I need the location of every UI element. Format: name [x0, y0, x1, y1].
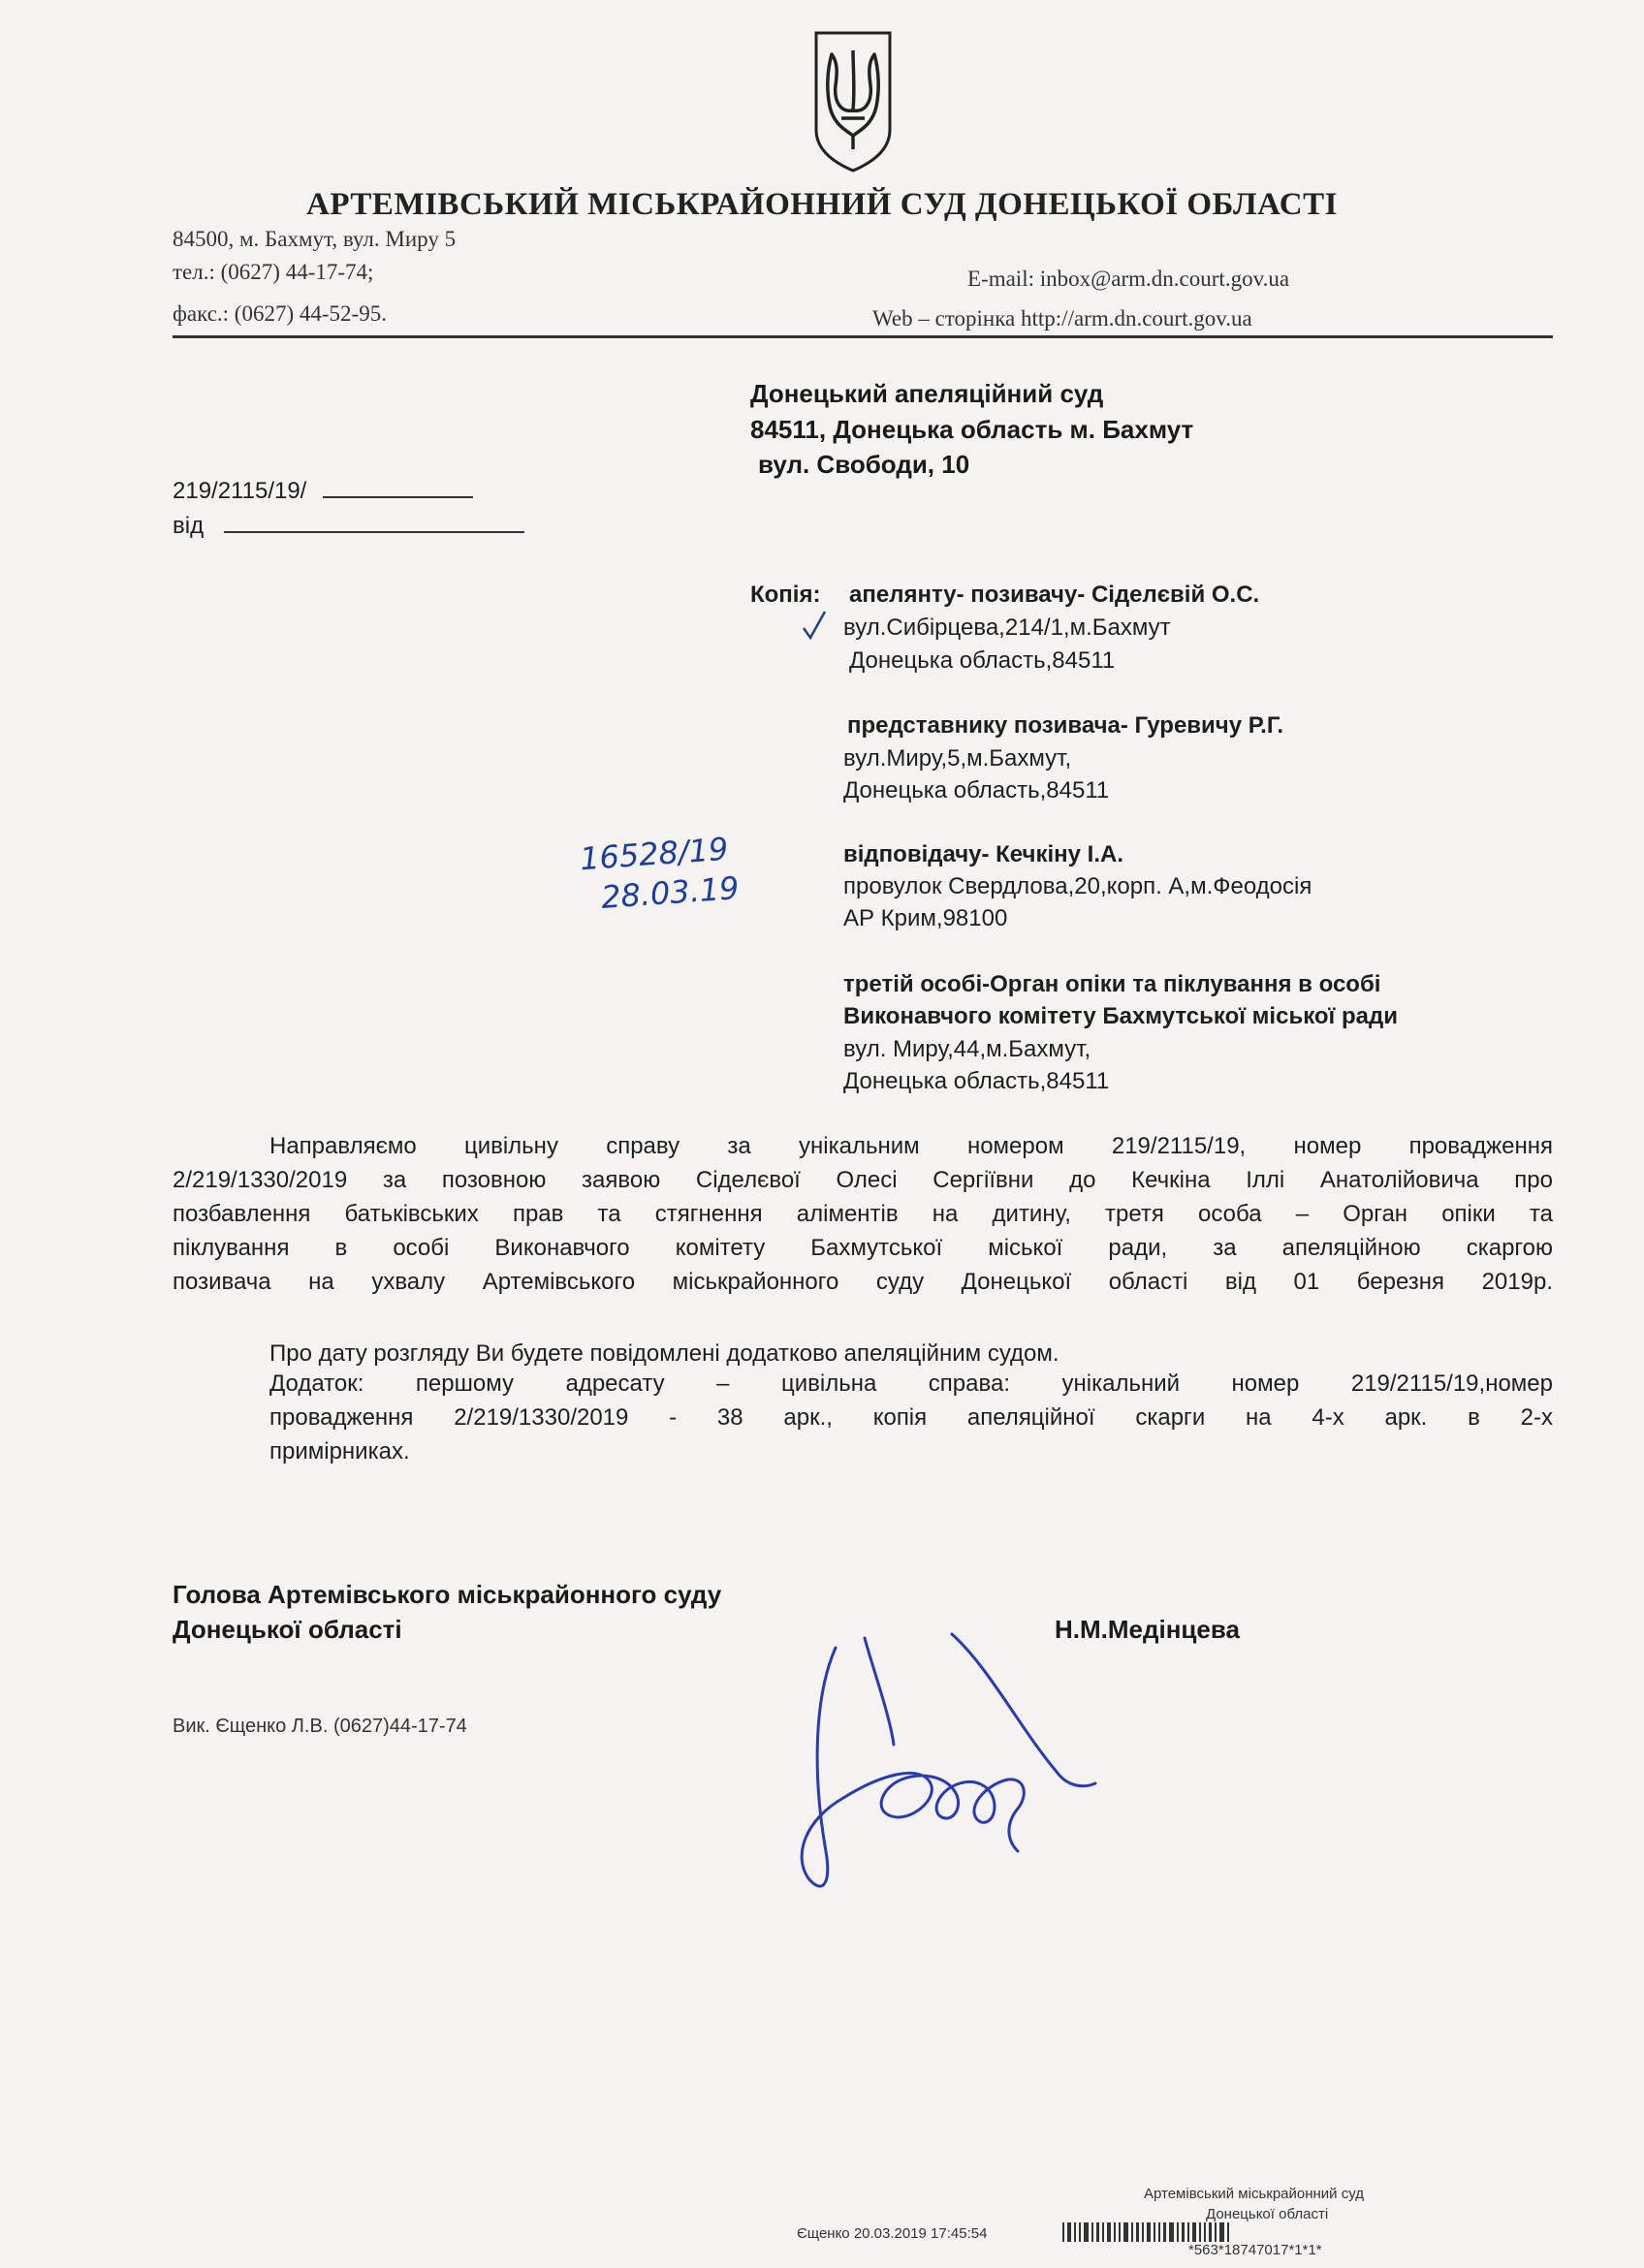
handwritten-number: 16528/19 — [578, 830, 730, 878]
copy-4-line-2: Донецька область,84511 — [843, 1068, 1110, 1094]
copy-3-name: відповідачу- Кечкіну І.А. — [843, 841, 1124, 867]
copy-2-line-2: Донецька область,84511 — [843, 777, 1110, 803]
reference-number-blank — [323, 496, 473, 498]
body-p1-line: позбавлення батьківських прав та стягнення аліментів на дитину, третя особа – Орган опіки та — [173, 1201, 1553, 1227]
reference-number — [173, 479, 473, 504]
reference-number-text: 219/2115/19/ — [173, 478, 307, 504]
barcode-text: *563*18747017*1*1* — [1188, 2242, 1322, 2258]
copy-3-line-2: АР Крим,98100 — [843, 905, 1008, 931]
header-divider — [173, 335, 1553, 338]
registration-barcode — [1062, 2222, 1229, 2242]
court-email: E-mail: inbox@arm.dn.court.gov.ua — [967, 267, 1290, 291]
reference-date — [173, 514, 524, 539]
recipient-line-2: 84511, Донецька область м. Бахмут — [750, 415, 1194, 444]
signatory-title-line-2: Донецької області — [173, 1615, 402, 1644]
coat-of-arms-icon — [812, 29, 894, 174]
reference-date-label: від — [173, 513, 205, 539]
body-p3-line: примірниках. — [269, 1438, 410, 1465]
court-title: АРТЕМІВСЬКИЙ МІСЬКРАЙОННИЙ СУД ДОНЕЦЬКОЇ ОБЛАСТІ — [306, 187, 1338, 222]
court-phone: тел.: (0627) 44-17-74; — [173, 260, 374, 284]
body-paragraph-2: Про дату розгляду Ви будете повідомлені додатково апеляційним судом. — [269, 1340, 1059, 1367]
body-p3-line: провадження 2/219/1330/2019 - 38 арк., копія апеляційної скарги на 4-х арк. в 2-х — [269, 1404, 1553, 1431]
recipient-line-1: Донецький апеляційний суд — [750, 379, 1104, 408]
executor-contact: Вик. Єщенко Л.В. (0627)44-17-74 — [173, 1716, 467, 1737]
handwritten-signature — [775, 1609, 1105, 1900]
copy-1-line-2: Донецька область,84511 — [849, 647, 1116, 674]
recipient-line-3: вул. Свободи, 10 — [758, 450, 970, 479]
checkmark-icon — [801, 609, 828, 642]
copy-2-line-1: вул.Миру,5,м.Бахмут, — [843, 745, 1072, 772]
handwritten-date: 28.03.19 — [599, 869, 741, 916]
signatory-title-line-1: Голова Артемівського міськрайонного суду — [173, 1580, 722, 1609]
stamp-org-line-1: Артемівський міськрайонний суд — [1144, 2186, 1364, 2202]
body-paragraph-1 — [173, 1129, 1553, 1299]
copy-3-line-1: провулок Свердлова,20,корп. А,м.Феодосія — [843, 873, 1312, 899]
body-p1-line: позивача на ухвалу Артемівського міськрайонного суду Донецької області від 01 березня 2019р. — [173, 1269, 1553, 1295]
copy-4-name-line-2: Виконавчого комітету Бахмутської міської ради — [843, 1003, 1398, 1029]
body-p1-line: 2/219/1330/2019 за позовною заявою Сіделєвої Олесі Сергіївни до Кечкіна Іллі Анатолійовича про — [173, 1167, 1553, 1193]
copy-2-name: представнику позивача- Гуревичу Р.Г. — [847, 712, 1284, 739]
court-fax: факс.: (0627) 44-52-95. — [173, 301, 387, 326]
signatory-name: Н.М.Медінцева — [1055, 1615, 1240, 1644]
copies-label: Копія: — [750, 582, 821, 608]
reference-date-blank — [224, 531, 524, 533]
copy-1-name: апелянту- позивачу- Сіделєвій О.С. — [849, 582, 1260, 608]
body-p1-line: Направляємо цивільну справу за унікальним номером 219/2115/19, номер провадження — [269, 1133, 1553, 1159]
stamp-registration: Єщенко 20.03.2019 17:45:54 — [797, 2225, 988, 2242]
court-website: Web – сторінка http://arm.dn.court.gov.ua — [872, 306, 1252, 331]
copy-4-name-line-1: третій особі-Орган опіки та піклування в особі — [843, 971, 1381, 997]
copy-1-line-1: вул.Сибірцева,214/1,м.Бахмут — [843, 614, 1171, 641]
copy-4-line-1: вул. Миру,44,м.Бахмут, — [843, 1036, 1091, 1062]
body-p1-line: піклування в особі Виконавчого комітету Бахмутської міської ради, за апеляційною скаргою — [173, 1235, 1553, 1261]
stamp-org-line-2: Донецької області — [1206, 2206, 1329, 2222]
body-p3-line: Додаток: першому адресату – цивільна справа: унікальний номер 219/2115/19,номер — [269, 1370, 1553, 1397]
body-paragraph-3 — [269, 1367, 1553, 1468]
court-address: 84500, м. Бахмут, вул. Миру 5 — [173, 227, 457, 251]
